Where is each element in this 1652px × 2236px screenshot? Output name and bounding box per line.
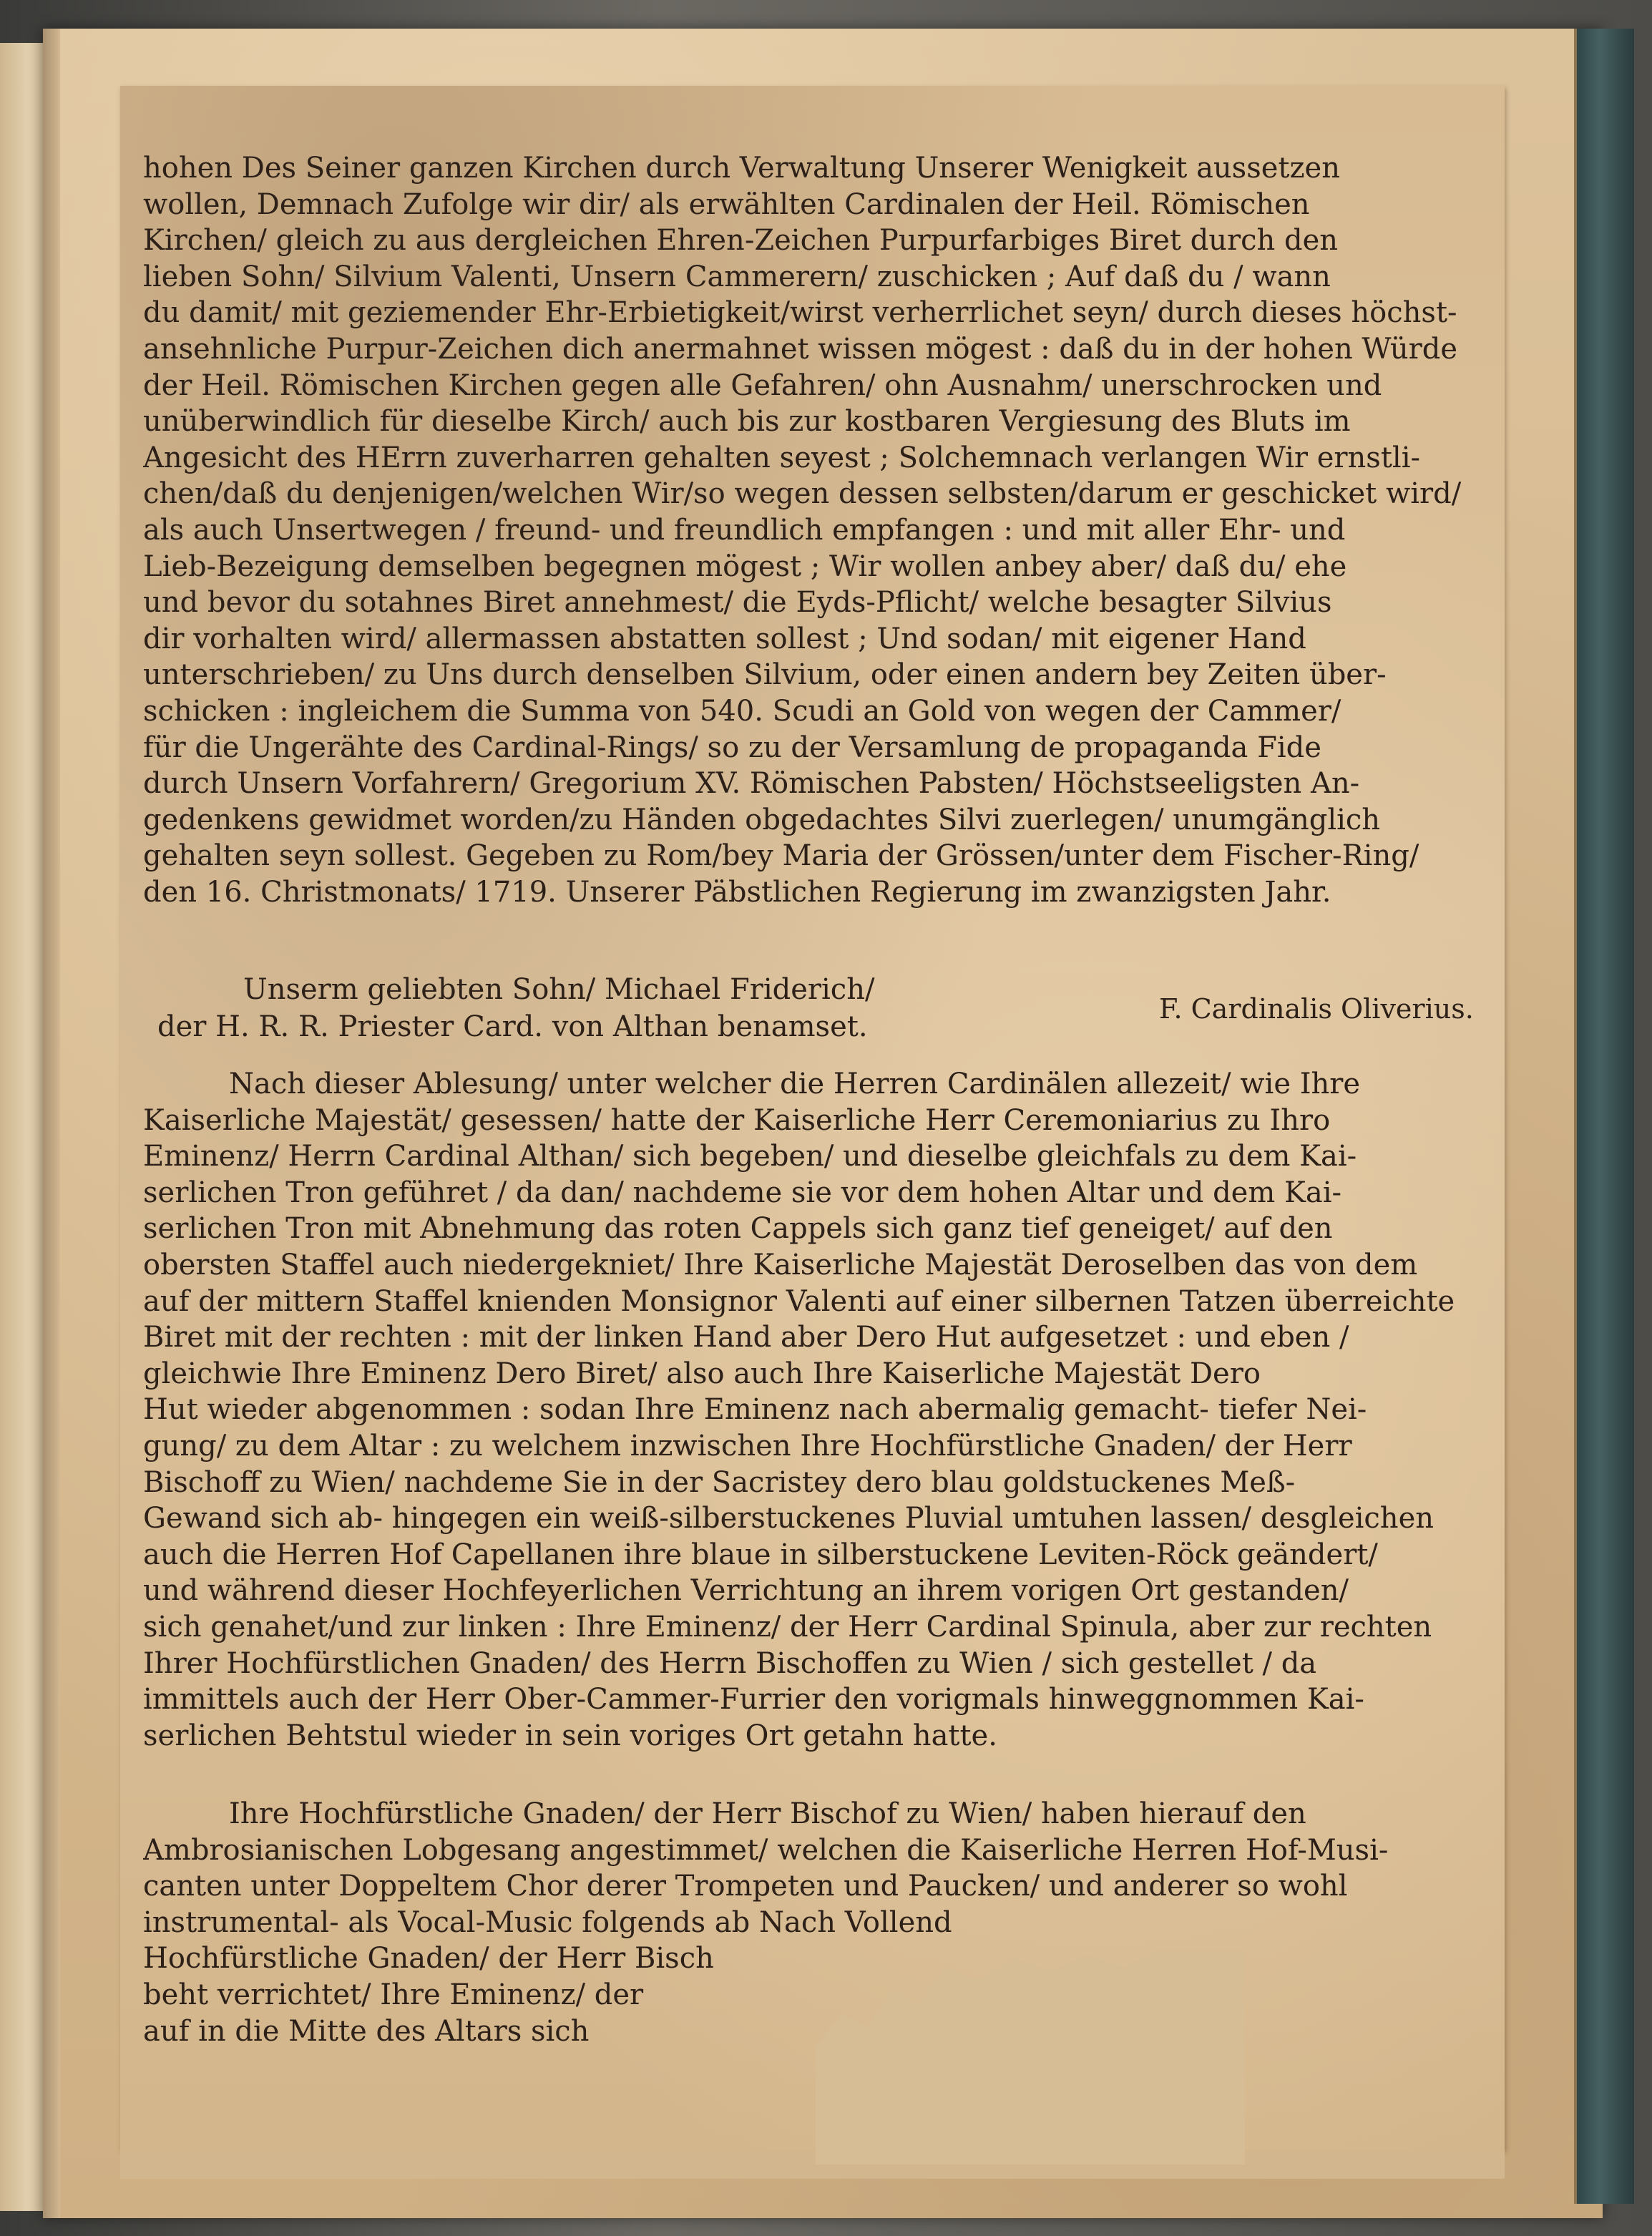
text-line: Kaiserliche Majestät/ gesessen/ hatte der Kaiserliche Herr Ceremoniarius zu Ihro [143,1103,1331,1137]
text-line: gung/ zu dem Altar : zu welchem inzwischen Ihre Hochfürstliche Gnaden/ der Herr [143,1429,1352,1463]
text-line: obersten Staffel auch niedergekniet/ Ihre Kaiserliche Majestät Deroselben das von dem [143,1248,1418,1281]
signatory: F. Cardinalis Oliverius. [1159,993,1474,1025]
text-line: serlichen Tron geführet / da dan/ nachdeme sie vor dem hohen Altar und dem Kai- [143,1176,1342,1209]
book-cover-right-edge [1574,29,1634,2204]
text-line: Hut wieder abgenommen : sodan Ihre Eminenz nach abermalig gemacht- tiefer Nei- [143,1393,1367,1427]
text-line: unüberwindlich für dieselbe Kirch/ auch bis zur kostbaren Vergiesung des Bluts im [143,405,1351,439]
text-line: wollen, Demnach Zufolge wir dir/ als erwählten Cardinalen der Heil. Römischen [143,187,1310,221]
text-line: Bischoff zu Wien/ nachdeme Sie in der Sacristey dero blau goldstuckenes Meß- [143,1465,1296,1499]
text-line: auf in die Mitte des Altars sich [143,2014,590,2048]
text-line: schicken : ingleichem die Summa von 540. Scudi an Gold von wegen der Cammer/ [143,694,1341,728]
signature-row [143,973,1488,1066]
text-line: Angesicht des HErrn zuverharren gehalten seyest ; Solchemnach verlangen Wir ernstli- [143,441,1420,474]
text-line: Hochfürstliche Gnaden/ der Herr Bisch [143,1942,714,1976]
paragraph-ceremony [143,1066,1488,1754]
text-line: Lieb-Bezeigung demselben begegnen mögest ; Wir wollen anbey aber/ daß du/ ehe [143,550,1347,583]
text-line: gedenkens gewidmet worden/zu Händen obgedachtes Silvi zuerlegen/ unumgänglich [143,803,1381,836]
text-line: unterschrieben/ zu Uns durch denselben Silvium, oder einen andern bey Zeiten über- [143,658,1387,692]
text-line: und bevor du sotahnes Biret annehmest/ die Eyds-Pflicht/ welche besagter Silvius [143,586,1332,620]
text-line: der Heil. Römischen Kirchen gegen alle Gefahren/ ohn Ausnahm/ unerschrocken und [143,368,1382,402]
text-line: serlichen Behtstul wieder in sein voriges Ort getahn hatte. [143,1719,997,1752]
text-line: und während dieser Hochfeyerlichen Verrichtung an ihrem vorigen Ort gestanden/ [143,1574,1349,1608]
text-line: gehalten seyn sollest. Gegeben zu Rom/bey Maria der Grössen/unter dem Fischer-Ring/ [143,839,1419,873]
text-line: durch Unsern Vorfahrern/ Gregorium XV. Römischen Pabsten/ Höchstseeligsten An- [143,767,1360,801]
recipient-line-2: der H. R. R. Priester Card. von Althan benamset. [157,1010,868,1043]
text-line: instrumental- als Vocal-Music folgends ab Nach Vollend [143,1905,952,1939]
text-line: du damit/ mit geziemender Ehr-Erbietigkeit/wirst verherrlichet seyn/ durch dieses höchst- [143,296,1457,330]
text-line: canten unter Doppeltem Chor derer Trompeten und Paucken/ und anderer so wohl [143,1870,1348,1903]
text-line: Ihrer Hochfürstlichen Gnaden/ des Herrn Bischoffen zu Wien / sich gestellet / da [143,1646,1317,1680]
page-gutter [43,29,60,2218]
text-line: Gewand sich ab- hingegen ein weiß-silberstuckenes Pluvial umtuhen lassen/ desgleichen [143,1502,1434,1536]
text-line: serlichen Tron mit Abnehmung das roten Cappels sich ganz tief geneiget/ auf den [143,1212,1333,1246]
text-line: dir vorhalten wird/ allermassen abstatten sollest ; Und sodan/ mit eigener Hand [143,622,1306,655]
text-line: hohen Des Seiner ganzen Kirchen durch Verwaltung Unserer Wenigkeit aussetzen [143,152,1340,185]
text-line: Ambrosianischen Lobgesang angestimmet/ welchen die Kaiserliche Herren Hof-Musi- [143,1833,1389,1867]
text-line: den 16. Christmonats/ 1719. Unserer Päbstlichen Regierung im zwanzigsten Jahr. [143,875,1331,909]
text-line: Kirchen/ gleich zu aus dergleichen Ehren-Zeichen Purpurfarbiges Biret durch den [143,224,1339,258]
text-line: Biret mit der rechten : mit der linken Hand aber Dero Hut aufgesetzet : und eben / [143,1321,1349,1354]
leaf-lower-margin [120,2150,1505,2179]
text-line: für die Ungerähte des Cardinal-Rings/ so zu der Versamlung de propaganda Fide [143,731,1321,764]
text-line: chen/daß du denjenigen/welchen Wir/so wegen dessen selbsten/darum er geschicket wird/ [143,477,1462,511]
text-line: auf der mittern Staffel knienden Monsignor Valenti auf einer silbernen Tatzen überreichte [143,1284,1455,1318]
text-line: beht verrichtet/ Ihre Eminenz/ der [143,1978,644,2011]
recipient-line-1: Unserm geliebten Sohn/ Michael Friderich/ [243,973,875,1006]
text-line: lieben Sohn/ Silvium Valenti, Unsern Cammerern/ zuschicken ; Auf daß du / wann [143,260,1331,293]
text-line: Eminenz/ Herrn Cardinal Althan/ sich begeben/ und dieselbe gleichfals zu dem Kai- [143,1140,1357,1173]
paragraph-te-deum [143,1796,1488,2049]
paragraph-papal-brief [143,150,1488,910]
text-line: Ihre Hochfürstliche Gnaden/ der Herr Bischof zu Wien/ haben hierauf den [229,1797,1306,1830]
text-line: ansehnliche Purpur-Zeichen dich anermahnet wissen mögest : daß du in der hohen Würde [143,332,1458,366]
text-line: Nach dieser Ablesung/ unter welcher die Herren Cardinälen allezeit/ wie Ihre [229,1068,1361,1100]
text-line: sich genahet/und zur linken : Ihre Eminenz/ der Herr Cardinal Spinula, aber zur rechten [143,1610,1432,1644]
text-line: gleichwie Ihre Eminenz Dero Biret/ also auch Ihre Kaiserliche Majestät Dero [143,1357,1261,1390]
text-line: als auch Unsertwegen / freund- und freundlich empfangen : und mit aller Ehr- und [143,513,1346,547]
text-line: immittels auch der Herr Ober-Cammer-Furrier den vorigmals hinweggnommen Kai- [143,1683,1364,1717]
text-line: auch die Herren Hof Capellanen ihre blaue in silberstuckene Leviten-Röck geändert/ [143,1538,1378,1571]
